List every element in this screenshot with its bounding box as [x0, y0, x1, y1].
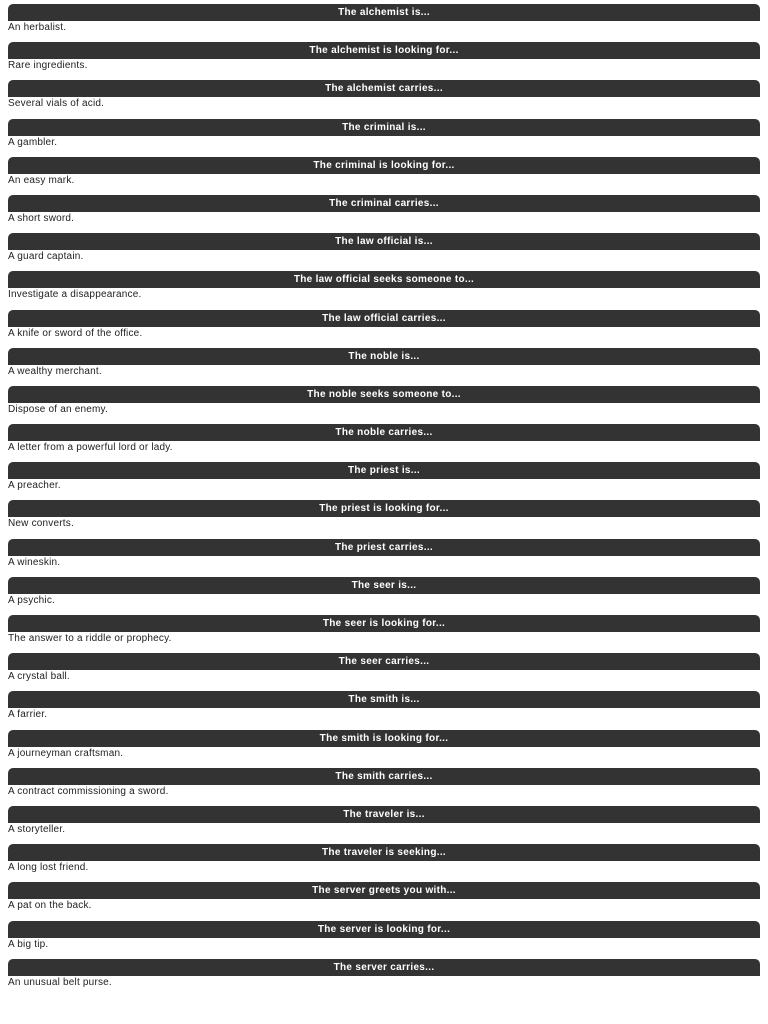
entry-value: A letter from a powerful lord or lady. — [8, 442, 173, 454]
entry-value: A preacher. — [8, 480, 61, 492]
entry-header-button[interactable]: The noble seeks someone to... — [8, 386, 760, 403]
entry-header-button[interactable]: The traveler is... — [8, 806, 760, 823]
list-item — [8, 730, 760, 768]
list-item — [8, 768, 760, 806]
entry-header-button[interactable]: The law official carries... — [8, 310, 760, 327]
entry-value: An easy mark. — [8, 174, 75, 186]
list-item — [8, 921, 760, 959]
entry-value: A guard captain. — [8, 251, 84, 263]
entry-header-button[interactable]: The smith is... — [8, 691, 760, 708]
list-item — [8, 882, 760, 920]
entry-header-button[interactable]: The law official seeks someone to... — [8, 271, 760, 288]
list-item — [8, 844, 760, 882]
entry-header-button[interactable]: The priest is looking for... — [8, 500, 760, 517]
list-item — [8, 539, 760, 577]
list-item — [8, 80, 760, 118]
entry-header-button[interactable]: The alchemist is... — [8, 4, 760, 21]
list-item — [8, 348, 760, 386]
list-item — [8, 195, 760, 233]
entry-value: A psychic. — [8, 594, 56, 606]
entry-value: Investigate a disappearance. — [8, 289, 142, 301]
list-item — [8, 653, 760, 691]
entry-header-button[interactable]: The criminal is looking for... — [8, 157, 760, 174]
entry-value: A farrier. — [8, 709, 48, 721]
entry-value: A short sword. — [8, 212, 75, 224]
entry-header-button[interactable]: The alchemist carries... — [8, 80, 760, 97]
entry-value: A wealthy merchant. — [8, 365, 102, 377]
list-item — [8, 959, 760, 997]
entry-value: A gambler. — [8, 136, 58, 148]
entry-header-button[interactable]: The seer is looking for... — [8, 615, 760, 632]
entry-header-button[interactable]: The criminal is... — [8, 119, 760, 136]
entry-value: Several vials of acid. — [8, 98, 105, 110]
entry-header-button[interactable]: The priest carries... — [8, 539, 760, 556]
entry-header-button[interactable]: The server carries... — [8, 959, 760, 976]
list-item — [8, 615, 760, 653]
entry-value: Rare ingredients. — [8, 60, 88, 72]
entry-value: A journeyman craftsman. — [8, 747, 124, 759]
entry-header-button[interactable]: The smith carries... — [8, 768, 760, 785]
entry-value: A contract commissioning a sword. — [8, 785, 169, 797]
list-item — [8, 500, 760, 538]
entry-header-button[interactable]: The alchemist is looking for... — [8, 42, 760, 59]
list-item — [8, 119, 760, 157]
entry-header-button[interactable]: The criminal carries... — [8, 195, 760, 212]
entry-value: A knife or sword of the office. — [8, 327, 143, 339]
entry-header-button[interactable]: The smith is looking for... — [8, 730, 760, 747]
entry-header-button[interactable]: The law official is... — [8, 233, 760, 250]
list-item — [8, 233, 760, 271]
entry-header-button[interactable]: The noble carries... — [8, 424, 760, 441]
list-item — [8, 4, 760, 42]
list-item — [8, 271, 760, 309]
entry-value: A wineskin. — [8, 556, 61, 568]
list-item — [8, 577, 760, 615]
entry-header-button[interactable]: The noble is... — [8, 348, 760, 365]
entry-header-button[interactable]: The server greets you with... — [8, 882, 760, 899]
list-item — [8, 424, 760, 462]
list-item — [8, 462, 760, 500]
list-item — [8, 310, 760, 348]
entry-header-button[interactable]: The seer is... — [8, 577, 760, 594]
entry-value: Dispose of an enemy. — [8, 403, 108, 415]
entry-value: A crystal ball. — [8, 671, 70, 683]
entry-value: New converts. — [8, 518, 74, 530]
entry-value: A long lost friend. — [8, 862, 89, 874]
entry-value: A big tip. — [8, 938, 49, 950]
entry-header-button[interactable]: The traveler is seeking... — [8, 844, 760, 861]
entry-header-button[interactable]: The priest is... — [8, 462, 760, 479]
entry-value: An unusual belt purse. — [8, 976, 112, 988]
list-item — [8, 386, 760, 424]
entry-header-button[interactable]: The seer carries... — [8, 653, 760, 670]
list-item — [8, 691, 760, 729]
entry-value: A storyteller. — [8, 823, 66, 835]
entry-value: A pat on the back. — [8, 900, 92, 912]
list-item — [8, 806, 760, 844]
list-item — [8, 42, 760, 80]
list-item — [8, 157, 760, 195]
entry-value: The answer to a riddle or prophecy. — [8, 633, 172, 644]
entry-header-button[interactable]: The server is looking for... — [8, 921, 760, 938]
entry-list — [8, 4, 760, 997]
entry-value: An herbalist. — [8, 22, 67, 33]
